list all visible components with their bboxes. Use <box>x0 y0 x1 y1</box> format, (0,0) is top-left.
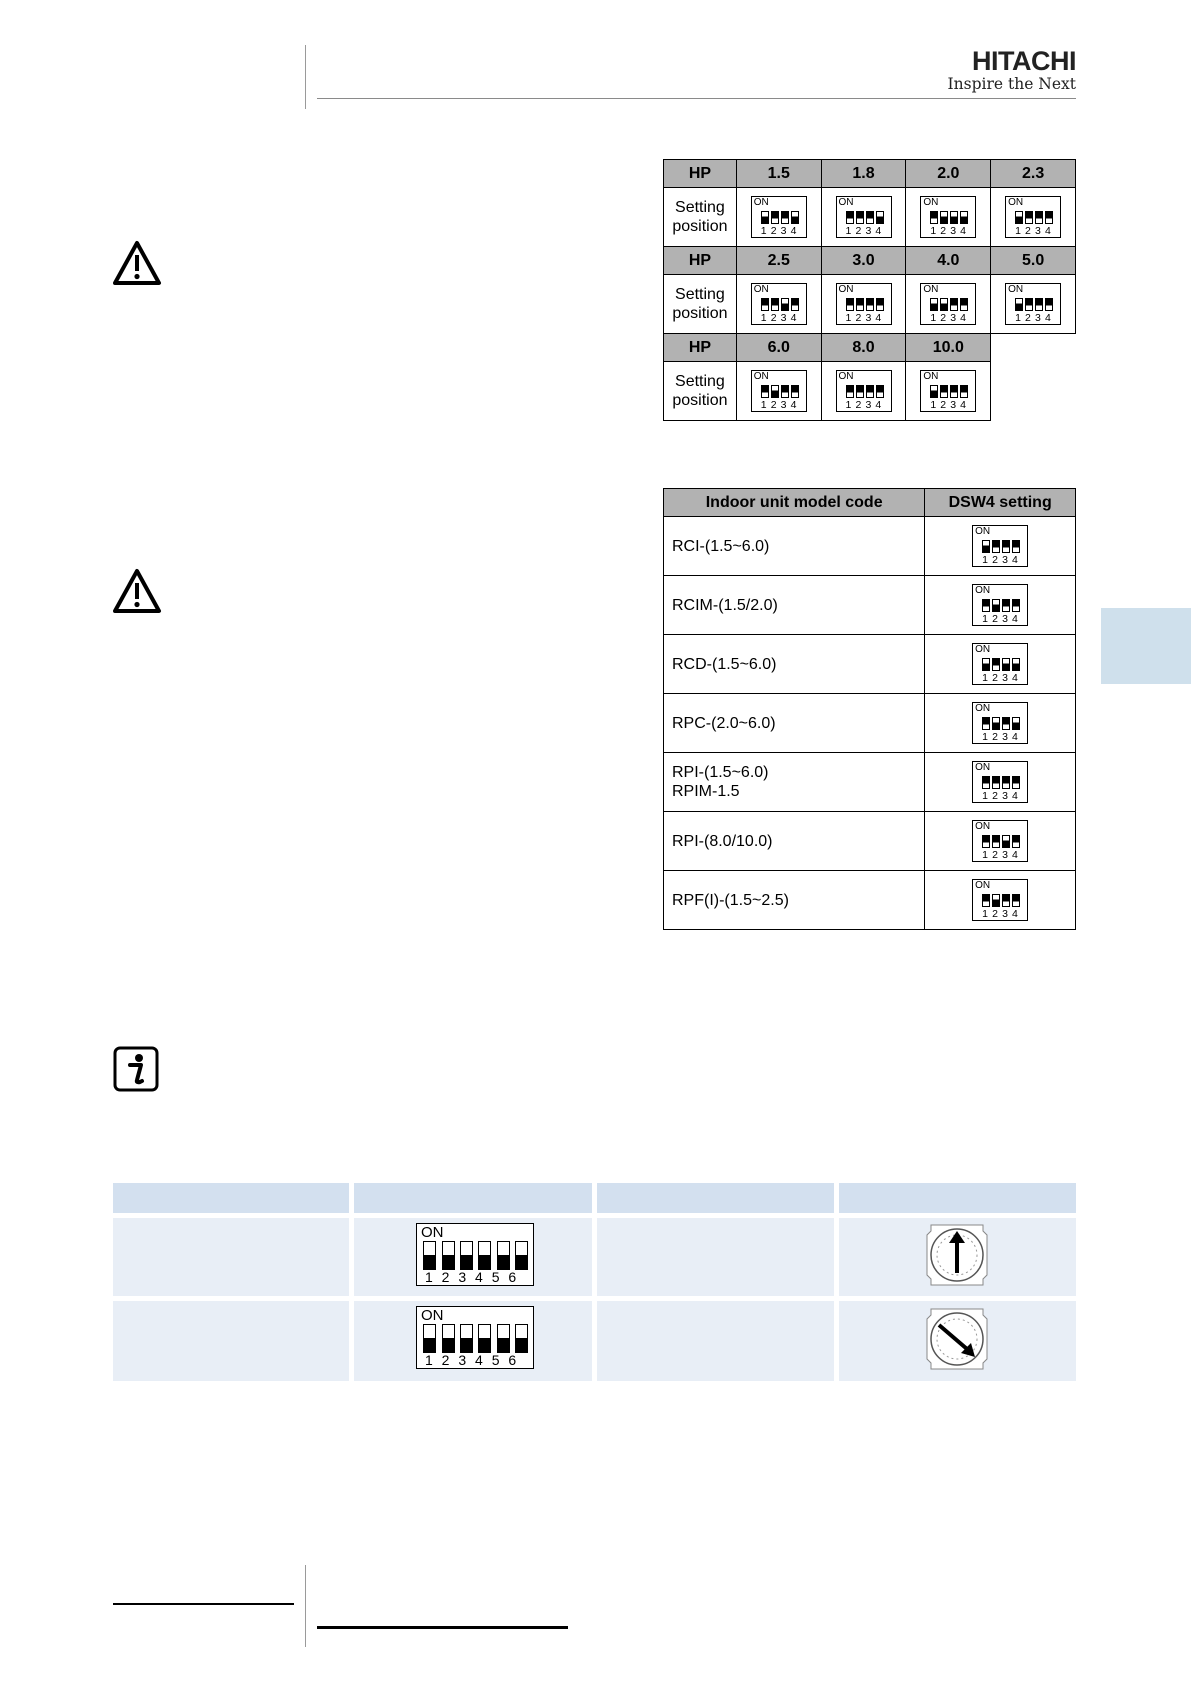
setting-position-label <box>664 188 737 247</box>
dip-slider <box>846 298 854 311</box>
table-row <box>664 188 1076 247</box>
dip-cell <box>925 753 1076 812</box>
dip-slider <box>497 1324 510 1353</box>
dip-numbers: 1 2 3 4 <box>930 225 967 237</box>
hp-value: 3.0 <box>821 247 906 275</box>
dip-slider <box>940 298 948 311</box>
hp-value: 1.5 <box>736 160 821 188</box>
dip-slider <box>515 1241 528 1270</box>
dip-cell <box>821 275 906 334</box>
hp-header: HP <box>664 334 737 362</box>
dip-switch <box>1005 283 1061 325</box>
dip-switch <box>920 370 976 412</box>
on-label: ON <box>838 197 854 208</box>
dip-switch <box>920 283 976 325</box>
dip-slider <box>1012 658 1020 671</box>
dip-slider <box>930 211 938 224</box>
table-row <box>664 812 1076 871</box>
on-label: ON <box>975 585 991 596</box>
dip-slider <box>982 835 990 848</box>
dip-numbers: 1 2 3 4 <box>760 225 798 237</box>
dip-numbers: 1 2 3 4 <box>845 399 882 411</box>
on-label: ON <box>1008 284 1024 295</box>
dip-cell <box>991 275 1076 334</box>
dip-slider <box>992 776 1000 789</box>
dip-slider <box>771 298 779 311</box>
dip-slider <box>940 385 948 398</box>
dip-slider <box>876 298 884 311</box>
dip-switch <box>972 820 1028 862</box>
dip-slider <box>1012 776 1020 789</box>
dip-slider <box>1015 211 1023 224</box>
dip-slider <box>1002 599 1010 612</box>
dip-slider <box>846 211 854 224</box>
dip-numbers: 1 2 3 4 <box>1015 312 1052 324</box>
warning-icon <box>112 568 162 614</box>
hp-value: 10.0 <box>906 334 991 362</box>
dip-numbers: 1 2 3 4 <box>982 554 1019 566</box>
table-cell <box>597 1301 834 1381</box>
table-row <box>664 576 1076 635</box>
brand-name: HITACHI <box>972 46 1076 76</box>
header-divider-vertical <box>305 45 306 109</box>
table-row <box>664 247 1076 275</box>
footer-rule-right <box>317 1626 568 1629</box>
dsw4-setting-table <box>663 488 1076 930</box>
header-rule <box>317 98 1076 99</box>
dip-slider <box>866 385 874 398</box>
dip-switch <box>972 584 1028 626</box>
table-cell <box>597 1218 834 1296</box>
dip-switch <box>972 525 1028 567</box>
dip-slider <box>866 298 874 311</box>
dip-slider <box>791 385 799 398</box>
dip-cell <box>925 694 1076 753</box>
dip-slider <box>1015 298 1023 311</box>
dip-numbers: 1 2 3 4 <box>930 312 967 324</box>
dip-slider <box>1012 717 1020 730</box>
dip-cell <box>821 188 906 247</box>
on-label: ON <box>923 371 939 382</box>
model-code <box>664 753 925 812</box>
dip-cell <box>906 362 991 421</box>
table-header-cell <box>113 1183 349 1213</box>
dip-slider <box>846 385 854 398</box>
dip-slider <box>423 1324 436 1353</box>
dip-numbers: 1 2 3 4 <box>930 399 967 411</box>
dip-slider <box>771 211 779 224</box>
dip-slider <box>950 298 958 311</box>
position-label: position <box>672 392 728 409</box>
dip-slider <box>781 211 789 224</box>
dip-slider <box>982 894 990 907</box>
dip-switch <box>836 370 892 412</box>
dip-slider <box>1012 894 1020 907</box>
dip-numbers: 1 2 3 4 <box>760 312 798 324</box>
dip-slider <box>781 385 789 398</box>
dip-slider <box>866 211 874 224</box>
dip-slider <box>876 385 884 398</box>
dip-numbers: 1 2 3 4 <box>845 312 882 324</box>
dip-slider <box>856 385 864 398</box>
dip-slider <box>940 211 948 224</box>
dip-slider <box>1002 717 1010 730</box>
table-row <box>664 362 1076 421</box>
dip-switch <box>972 879 1028 921</box>
dip-slider <box>478 1241 491 1270</box>
section-tab <box>1101 608 1191 684</box>
model-code: RPF(I)-(1.5~2.5) <box>664 871 925 930</box>
dip-cell <box>736 275 821 334</box>
dip-slider <box>992 717 1000 730</box>
table-header-row <box>664 489 1076 517</box>
dip-slider <box>771 385 779 398</box>
brand-tagline: Inspire the Next <box>947 75 1076 93</box>
dip-switch <box>1005 196 1061 238</box>
dip-slider <box>761 298 769 311</box>
dip-slider <box>960 211 968 224</box>
model-code: RPC-(2.0~6.0) <box>664 694 925 753</box>
hp-value: 2.3 <box>991 160 1076 188</box>
dip-slider <box>982 776 990 789</box>
setting-position-label <box>664 362 737 421</box>
dip-slider <box>1012 540 1020 553</box>
dip-slider <box>478 1324 491 1353</box>
table-header-cell <box>597 1183 834 1213</box>
on-label: ON <box>975 821 991 832</box>
dip-slider <box>992 599 1000 612</box>
empty-cell <box>991 362 1076 421</box>
dip-numbers: 1 2 3 4 <box>982 790 1019 802</box>
dip-switch <box>836 196 892 238</box>
model-code: RPI-(8.0/10.0) <box>664 812 925 871</box>
dip-slider <box>856 211 864 224</box>
dip-slider <box>1002 540 1010 553</box>
dip-slider <box>1045 298 1053 311</box>
dip-switch-6 <box>416 1223 534 1286</box>
setting-label: Setting <box>675 286 725 303</box>
dip-cell <box>925 576 1076 635</box>
on-label: ON <box>421 1224 444 1241</box>
dip-slider <box>982 717 990 730</box>
dip-numbers: 1 2 3 4 <box>982 613 1019 625</box>
table-row <box>664 160 1076 188</box>
on-label: ON <box>1008 197 1024 208</box>
hp-value: 2.0 <box>906 160 991 188</box>
table-header-cell <box>839 1183 1076 1213</box>
dip-slider <box>856 298 864 311</box>
dip-switch <box>972 702 1028 744</box>
model-code: RCI-(1.5~6.0) <box>664 517 925 576</box>
table-row <box>664 275 1076 334</box>
position-label: position <box>672 218 728 235</box>
dip-slider <box>992 540 1000 553</box>
hp-setting-table <box>663 159 1076 421</box>
dip-slider <box>992 658 1000 671</box>
dip-slider <box>1045 211 1053 224</box>
dip-slider <box>460 1241 473 1270</box>
dip-switch <box>972 643 1028 685</box>
dip-cell <box>906 188 991 247</box>
on-label: ON <box>753 371 769 382</box>
dip-slider <box>876 211 884 224</box>
dip-switch <box>920 196 976 238</box>
dip-slider <box>761 385 769 398</box>
dip-slider <box>1002 658 1010 671</box>
position-label: position <box>672 305 728 322</box>
dip-cell <box>991 188 1076 247</box>
setting-label: Setting <box>675 199 725 216</box>
table-row <box>664 334 1076 362</box>
table-row <box>664 635 1076 694</box>
rotary-switch-icon <box>925 1223 989 1287</box>
rotary-switch-icon <box>925 1307 989 1371</box>
on-label: ON <box>838 284 854 295</box>
table-row <box>664 517 1076 576</box>
on-label: ON <box>421 1307 444 1324</box>
hp-value: 6.0 <box>736 334 821 362</box>
dip-switch <box>836 283 892 325</box>
hp-header: HP <box>664 247 737 275</box>
dip-cell <box>736 188 821 247</box>
empty-cell <box>991 334 1076 362</box>
dip-cell <box>925 517 1076 576</box>
dip-cell <box>906 275 991 334</box>
model-code: RCIM-(1.5/2.0) <box>664 576 925 635</box>
dip-cell <box>736 362 821 421</box>
dip-slider <box>460 1324 473 1353</box>
dip-switch <box>751 370 807 412</box>
on-label: ON <box>838 371 854 382</box>
on-label: ON <box>975 880 991 891</box>
table-row <box>664 753 1076 812</box>
table-cell <box>113 1301 349 1381</box>
dip-slider <box>992 894 1000 907</box>
hp-value: 1.8 <box>821 160 906 188</box>
on-label: ON <box>975 703 991 714</box>
table-header-cell <box>354 1183 592 1213</box>
model-code-line: RPI-(1.5~6.0) <box>672 764 769 781</box>
info-icon <box>113 1046 159 1092</box>
dip-switch <box>751 283 807 325</box>
hp-value: 2.5 <box>736 247 821 275</box>
footer-rule-left <box>113 1603 294 1605</box>
warning-icon <box>112 240 162 286</box>
footer-divider-vertical <box>305 1565 306 1647</box>
dip-numbers: 1 2 3 4 5 6 <box>425 1352 517 1368</box>
dip-slider <box>930 298 938 311</box>
dip-slider <box>960 385 968 398</box>
dip-slider <box>982 540 990 553</box>
on-label: ON <box>975 762 991 773</box>
hitachi-logo <box>938 47 1076 93</box>
table-cell <box>113 1218 349 1296</box>
setting-position-label <box>664 275 737 334</box>
dip-slider <box>1025 298 1033 311</box>
hp-value: 8.0 <box>821 334 906 362</box>
dip-cell <box>925 871 1076 930</box>
dip-slider <box>423 1241 436 1270</box>
column-header-dsw4: DSW4 setting <box>925 489 1076 517</box>
dip-switch <box>972 761 1028 803</box>
dip-slider <box>515 1324 528 1353</box>
dip-numbers: 1 2 3 4 <box>982 849 1019 861</box>
dip-slider <box>1002 894 1010 907</box>
table-row <box>664 694 1076 753</box>
dip-slider <box>1012 835 1020 848</box>
dip-slider <box>761 211 769 224</box>
on-label: ON <box>923 197 939 208</box>
on-label: ON <box>923 284 939 295</box>
dip-slider <box>950 211 958 224</box>
on-label: ON <box>975 644 991 655</box>
on-label: ON <box>753 197 769 208</box>
dip-slider <box>1035 211 1043 224</box>
dip-cell <box>925 635 1076 694</box>
dip-numbers: 1 2 3 4 <box>760 399 798 411</box>
dip-slider <box>1002 835 1010 848</box>
dip-switch-6 <box>416 1306 534 1369</box>
on-label: ON <box>975 526 991 537</box>
dip-numbers: 1 2 3 4 <box>982 731 1019 743</box>
dip-cell <box>925 812 1076 871</box>
hp-value: 5.0 <box>991 247 1076 275</box>
dip-numbers: 1 2 3 4 <box>982 908 1019 920</box>
dip-slider <box>1002 776 1010 789</box>
dip-slider <box>1012 599 1020 612</box>
dip-slider <box>982 658 990 671</box>
dip-slider <box>497 1241 510 1270</box>
hp-value: 4.0 <box>906 247 991 275</box>
dip-slider <box>791 211 799 224</box>
dip-slider <box>781 298 789 311</box>
dip-numbers: 1 2 3 4 5 6 <box>425 1269 517 1285</box>
dip-numbers: 1 2 3 4 <box>982 672 1019 684</box>
dip-numbers: 1 2 3 4 <box>1015 225 1052 237</box>
dip-slider <box>442 1241 455 1270</box>
dip-slider <box>791 298 799 311</box>
table-row <box>664 871 1076 930</box>
dip-slider <box>442 1324 455 1353</box>
column-header-model-code: Indoor unit model code <box>664 489 925 517</box>
dip-cell <box>821 362 906 421</box>
dip-slider <box>930 385 938 398</box>
dip-slider <box>960 298 968 311</box>
hp-header: HP <box>664 160 737 188</box>
dip-slider <box>992 835 1000 848</box>
dip-slider <box>1035 298 1043 311</box>
dip-slider <box>1025 211 1033 224</box>
dip-switch <box>751 196 807 238</box>
dip-slider <box>982 599 990 612</box>
model-code: RCD-(1.5~6.0) <box>664 635 925 694</box>
setting-label: Setting <box>675 373 725 390</box>
dip-numbers: 1 2 3 4 <box>845 225 882 237</box>
model-code-line: RPIM-1.5 <box>672 783 740 800</box>
dip-slider <box>950 385 958 398</box>
on-label: ON <box>753 284 769 295</box>
